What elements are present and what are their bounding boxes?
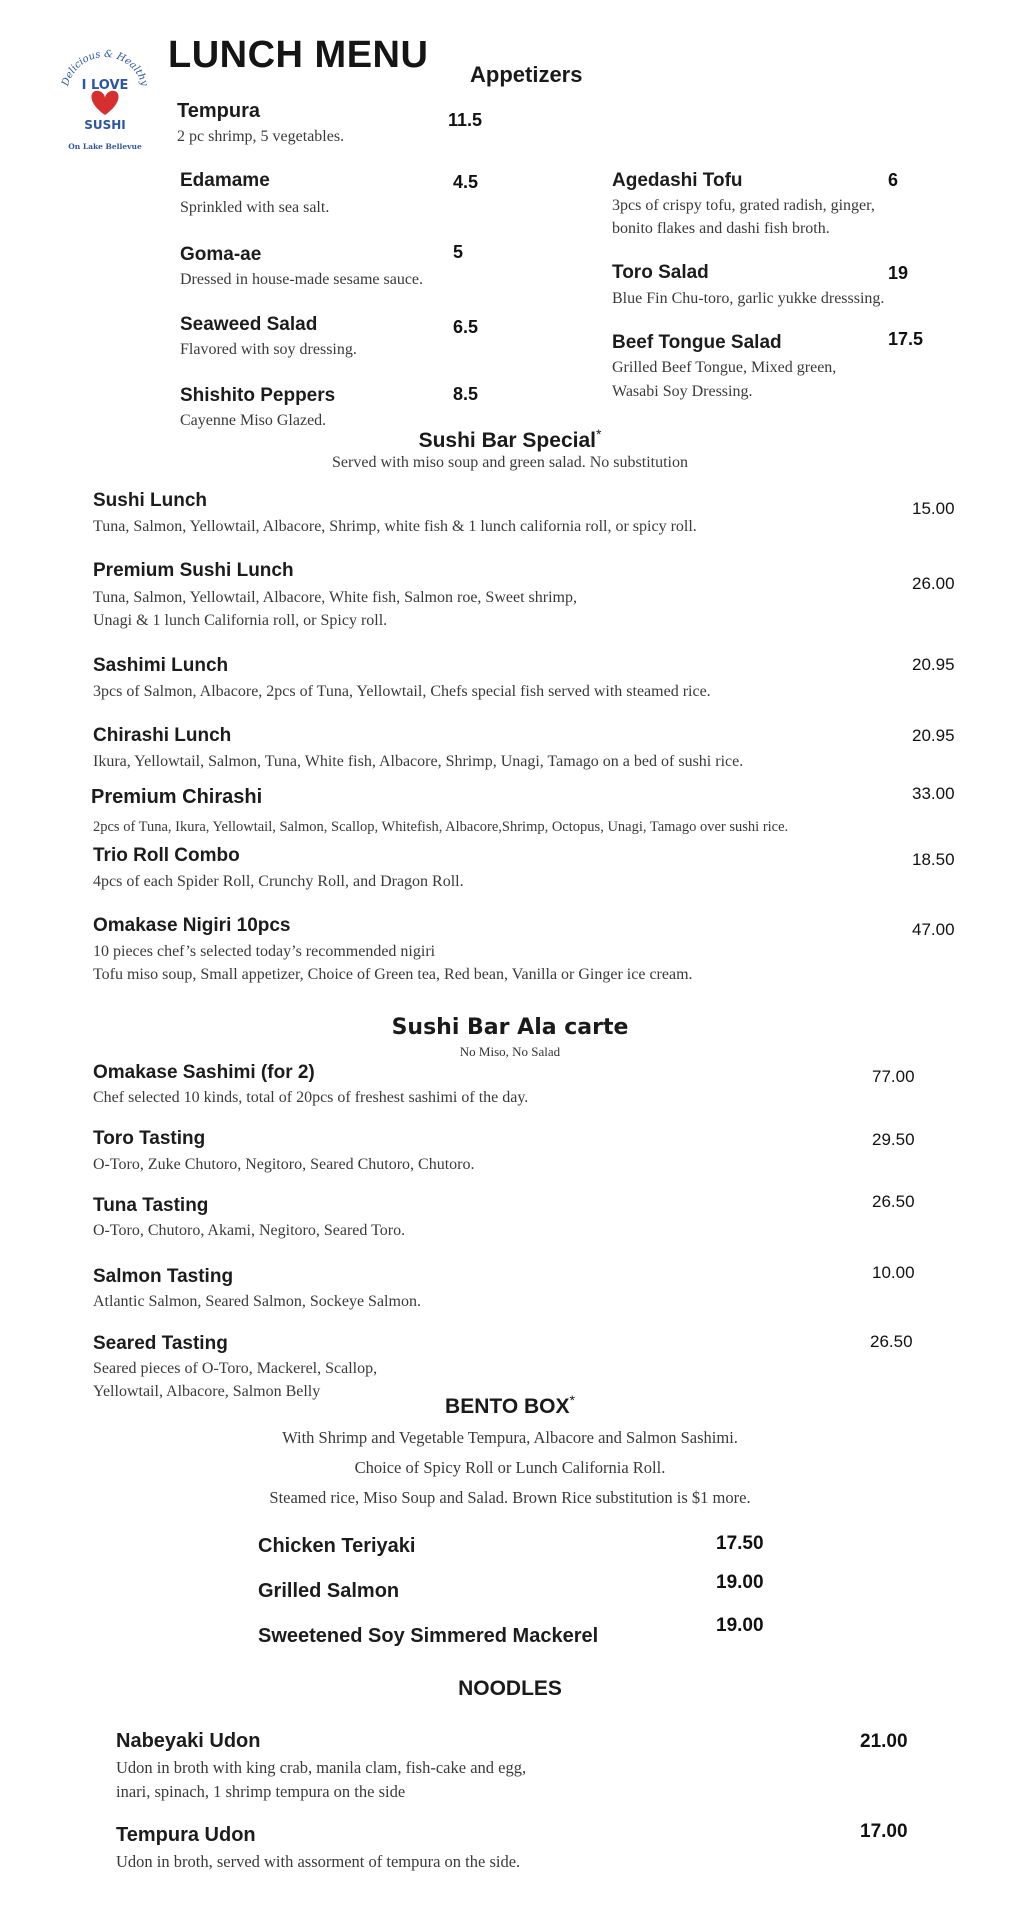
menu-item-name: Sashimi Lunch (93, 655, 229, 676)
menu-item-price: 5 (453, 242, 464, 262)
menu-item-price: 47.00 (912, 920, 955, 939)
menu-item-name: Agedashi Tofu (612, 170, 743, 191)
menu-item-name: Chirashi Lunch (93, 725, 232, 746)
menu-item-name: Premium Chirashi (91, 786, 263, 808)
menu-item-desc: 4pcs of each Spider Roll, Crunchy Roll, and Dragon Roll. (93, 873, 464, 890)
menu-item-price: 19.00 (716, 1615, 764, 1636)
menu-item-name: Grilled Salmon (258, 1580, 400, 1602)
menu-item-name: Sweetened Soy Simmered Mackerel (258, 1625, 599, 1647)
menu-item-name: Tempura (177, 100, 260, 122)
menu-item-desc: 3pcs of Salmon, Albacore, 2pcs of Tuna, Yellowtail, Chefs special fish served with steamed rice. (93, 683, 711, 700)
menu-item-price: 6.5 (453, 317, 479, 337)
menu-item-price: 21.00 (860, 1731, 908, 1752)
ala-carte-title: Sushi Bar Ala carte (391, 1015, 629, 1040)
menu-item-price: 4.5 (453, 172, 479, 192)
menu-item-name: Tuna Tasting (93, 1195, 209, 1216)
menu-item-name: Shishito Peppers (180, 385, 336, 406)
menu-item-name: Goma-ae (180, 244, 262, 265)
bento-box-title: BENTO BOX* (445, 1392, 575, 1418)
menu-item-name: Toro Tasting (93, 1128, 206, 1149)
menu-item-price: 77.00 (872, 1067, 915, 1086)
menu-item-desc: Udon in broth with king crab, manila clam, fish-cake and egg, (116, 1758, 527, 1777)
menu-item-price: 17.00 (860, 1821, 908, 1842)
menu-item-desc: Cayenne Miso Glazed. (180, 412, 327, 429)
menu-item-desc: Tuna, Salmon, Yellowtail, Albacore, Shrimp, white fish & 1 lunch california roll, or spicy roll. (93, 518, 697, 535)
menu-item-desc: Grilled Beef Tongue, Mixed green, (612, 359, 837, 376)
menu-item-name: Beef Tongue Salad (612, 332, 782, 353)
menu-item-desc: Chef selected 10 kinds, total of 20pcs of freshest sashimi of the day. (93, 1089, 529, 1106)
menu-item-name: Edamame (180, 170, 270, 191)
menu-item-price: 17.5 (888, 329, 924, 349)
menu-item-price: 26.50 (870, 1332, 913, 1351)
menu-item-desc: Yellowtail, Albacore, Salmon Belly (93, 1383, 321, 1400)
logo-tagline: Delicious & Healthy (60, 48, 150, 88)
menu-item-name: Toro Salad (612, 262, 709, 283)
menu-item-name: Omakase Sashimi (for 2) (93, 1062, 315, 1083)
logo-sushi-text: SUSHI (84, 118, 126, 132)
menu-item-desc: Flavored with soy dressing. (180, 341, 357, 358)
menu-item-desc: O-Toro, Zuke Chutoro, Negitoro, Seared Chutoro, Chutoro. (93, 1156, 475, 1173)
menu-item-desc: 3pcs of crispy tofu, grated radish, ginger, (612, 197, 875, 214)
restaurant-logo (55, 45, 155, 155)
menu-item-desc: Ikura, Yellowtail, Salmon, Tuna, White fish, Albacore, Shrimp, Unagi, Tamago on a bed of sushi rice. (93, 753, 744, 770)
menu-item-desc: Tofu miso soup, Small appetizer, Choice of Green tea, Red bean, Vanilla or Ginger ice cream. (93, 966, 693, 983)
menu-item-name: Seared Tasting (93, 1333, 228, 1354)
menu-item-name: Chicken Teriyaki (258, 1535, 416, 1557)
menu-item-name: Sushi Lunch (93, 490, 207, 511)
sushi-bar-special-subtitle: Served with miso soup and green salad. No substitution (332, 454, 688, 471)
logo-location: On Lake Bellevue (68, 142, 142, 151)
menu-item-name: Salmon Tasting (93, 1266, 234, 1287)
menu-item-price: 15.00 (912, 499, 955, 518)
menu-item-price: 19.00 (716, 1572, 764, 1593)
menu-item-desc: Unagi & 1 lunch California roll, or Spicy roll. (93, 612, 388, 629)
menu-item-desc: Blue Fin Chu-toro, garlic yukke dresssing. (612, 290, 885, 307)
menu-item-desc: Seared pieces of O-Toro, Mackerel, Scallop, (93, 1360, 378, 1377)
menu-item-desc: Dressed in house-made sesame sauce. (180, 271, 424, 288)
menu-item-price: 20.95 (912, 726, 955, 745)
menu-item-price: 17.50 (716, 1533, 764, 1554)
menu-item-name: Seaweed Salad (180, 314, 318, 335)
menu-item-name: Omakase Nigiri 10pcs (93, 915, 291, 936)
appetizers-title: Appetizers (470, 62, 583, 87)
logo-love-text: I LOVE (81, 78, 129, 93)
page-title: LUNCH MENU (168, 34, 429, 76)
menu-item-desc: 2pcs of Tuna, Ikura, Yellowtail, Salmon, Scallop, Whitefish, Albacore,Shrimp, Octopus, Unagi, Tamago over sushi rice. (93, 819, 789, 835)
menu-item-price: 26.00 (912, 574, 955, 593)
menu-item-name: Tempura Udon (116, 1824, 256, 1846)
noodles-title: NOODLES (458, 1677, 562, 1700)
menu-item-desc: inari, spinach, 1 shrimp tempura on the side (116, 1782, 406, 1801)
menu-item-desc: 10 pieces chef’s selected today’s recommended nigiri (93, 943, 436, 960)
bento-desc-line: Choice of Spicy Roll or Lunch California Roll. (354, 1458, 666, 1477)
bento-desc-line: With Shrimp and Vegetable Tempura, Albacore and Salmon Sashimi. (282, 1428, 738, 1447)
menu-item-price: 26.50 (872, 1192, 915, 1211)
menu-item-price: 20.95 (912, 655, 955, 674)
menu-item-name: Premium Sushi Lunch (93, 560, 294, 581)
menu-item-price: 10.00 (872, 1263, 915, 1282)
menu-item-desc: Tuna, Salmon, Yellowtail, Albacore, White fish, Salmon roe, Sweet shrimp, (93, 589, 577, 606)
menu-item-price: 33.00 (912, 784, 955, 803)
heart-icon (91, 91, 118, 115)
sushi-bar-special-title: Sushi Bar Special* (418, 426, 602, 452)
menu-item-price: 11.5 (448, 110, 483, 130)
menu-item-desc: O-Toro, Chutoro, Akami, Negitoro, Seared Toro. (93, 1222, 406, 1239)
menu-item-price: 19 (888, 263, 909, 283)
menu-item-price: 6 (888, 170, 899, 190)
menu-item-desc: Udon in broth, served with assorment of tempura on the side. (116, 1852, 521, 1871)
menu-item-desc: Sprinkled with sea salt. (180, 199, 330, 216)
bento-desc-line: Steamed rice, Miso Soup and Salad. Brown Rice substitution is $1 more. (269, 1488, 751, 1507)
ala-carte-subtitle: No Miso, No Salad (459, 1044, 561, 1059)
menu-item-name: Nabeyaki Udon (116, 1730, 261, 1752)
menu-item-price: 29.50 (872, 1130, 915, 1149)
menu-item-desc: Atlantic Salmon, Seared Salmon, Sockeye Salmon. (93, 1293, 421, 1310)
menu-item-price: 8.5 (453, 384, 479, 404)
menu-item-desc: Wasabi Soy Dressing. (612, 383, 753, 400)
menu-item-name: Trio Roll Combo (93, 845, 240, 866)
menu-item-desc: 2 pc shrimp, 5 vegetables. (177, 128, 345, 145)
menu-item-desc: bonito flakes and dashi fish broth. (612, 220, 830, 237)
menu-item-price: 18.50 (912, 850, 955, 869)
